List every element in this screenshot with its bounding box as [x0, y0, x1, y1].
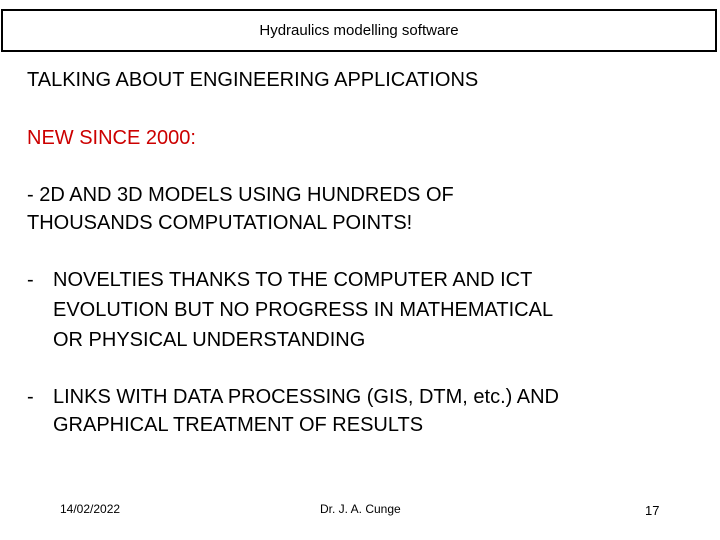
bullet-marker: -: [27, 269, 34, 291]
header-title: Hydraulics modelling software: [259, 22, 459, 39]
footer-page-number: 17: [645, 503, 660, 518]
footer-date: 14/02/2022: [60, 502, 121, 516]
intro-line-2: THOUSANDS COMPUTATIONAL POINTS!: [27, 212, 413, 234]
intro-line-1: - 2D AND 3D MODELS USING HUNDREDS OF: [27, 184, 454, 206]
header-title-box: [1, 9, 717, 52]
bullet-text-line: OR PHYSICAL UNDERSTANDING: [53, 329, 366, 351]
slide-subheading: NEW SINCE 2000:: [27, 127, 196, 149]
bullet-text-line: EVOLUTION BUT NO PROGRESS IN MATHEMATICAL: [53, 299, 554, 321]
bullet-marker: -: [27, 386, 34, 408]
bullet-text-line: LINKS WITH DATA PROCESSING (GIS, DTM, etc.) AND: [53, 386, 559, 408]
slide-heading: TALKING ABOUT ENGINEERING APPLICATIONS: [27, 69, 479, 91]
bullet-text-line: NOVELTIES THANKS TO THE COMPUTER AND ICT: [53, 269, 533, 291]
bullet-text-line: GRAPHICAL TREATMENT OF RESULTS: [53, 414, 424, 436]
footer-author: Dr. J. A. Cunge: [320, 502, 401, 516]
